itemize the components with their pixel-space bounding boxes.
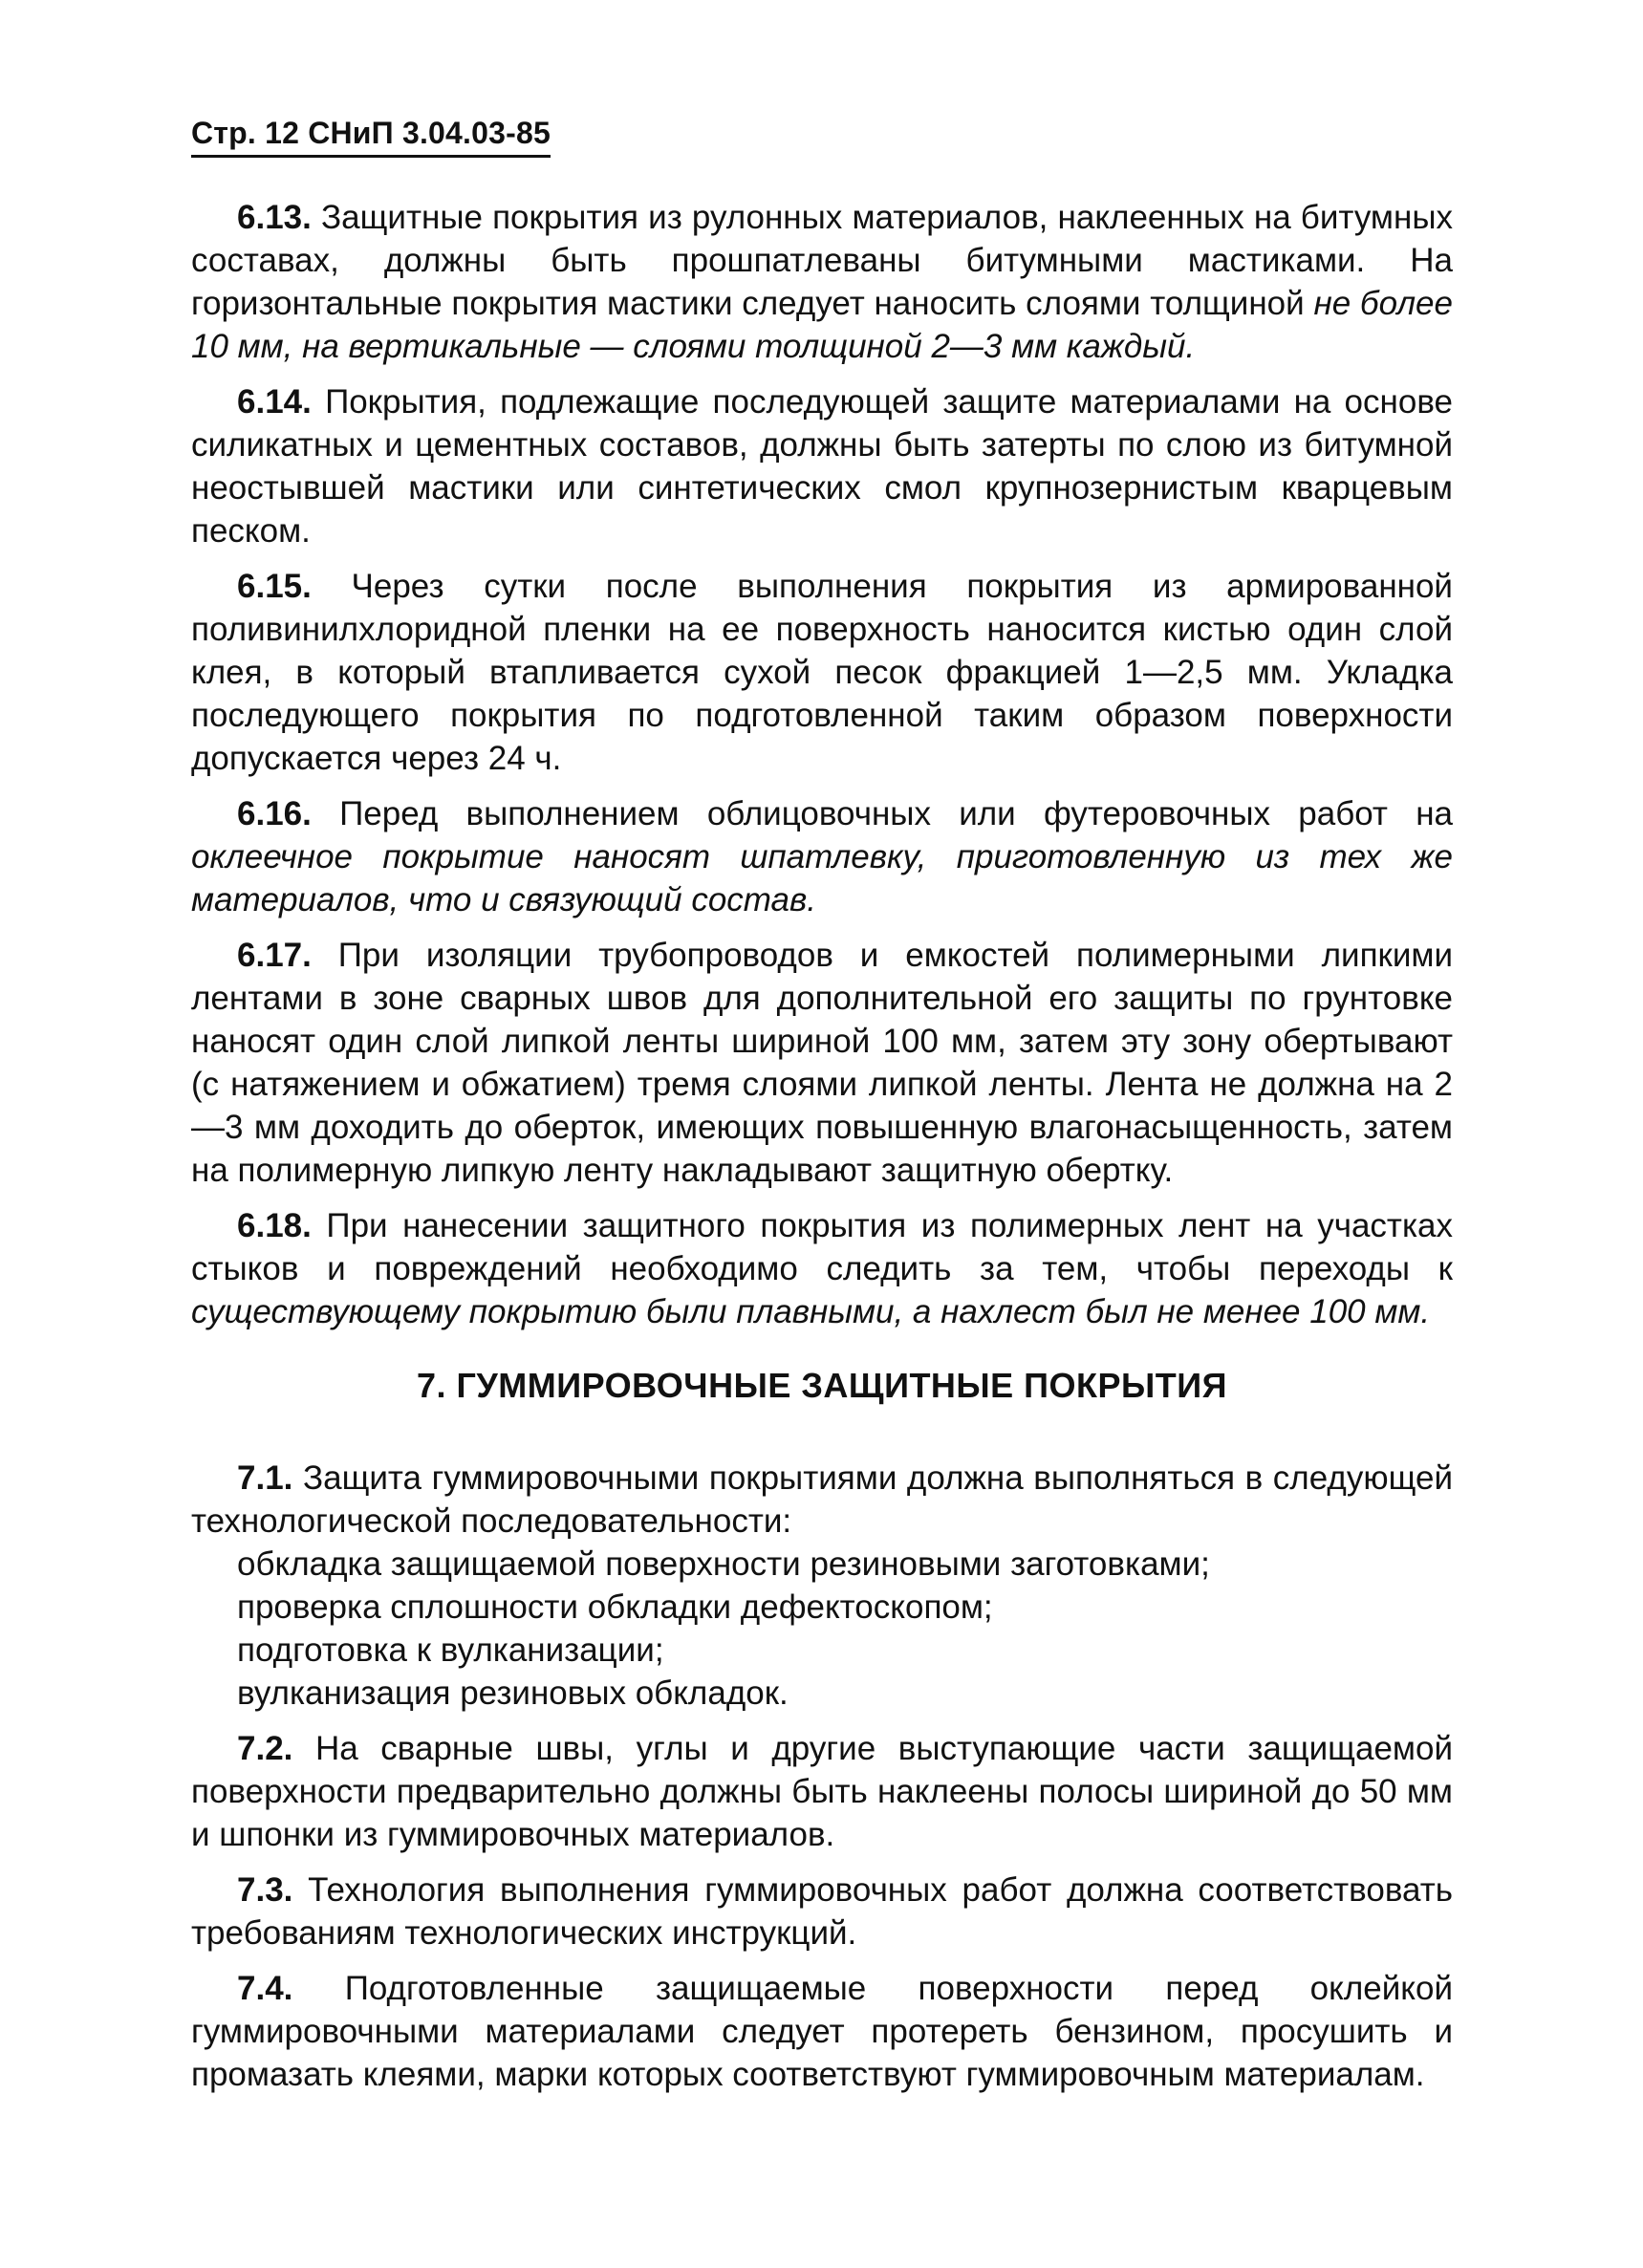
paragraph-number: 7.3. [237,1871,293,1909]
paragraph-6-17 [191,934,1453,1192]
paragraph-6-18 [191,1204,1453,1333]
paragraph-number: 6.15. [237,568,312,605]
paragraph-number: 7.4. [237,1970,293,2007]
paragraph-text: При изоляции трубопроводов и емкостей полимерными липкими лентами в зоне сварных швов для дополнительной его защиты по грунтовке наносят один слой липкой ленты шириной 100 мм, затем эту зону обертывают (с натяжением и обжатием) тремя слоями липкой ленты. Лента не должна на 2—3 мм доходить до оберток, имеющих повышенную влагонасыщенность, затем на полимерную липкую ленту накладывают защитную обертку. [191,937,1453,1189]
page-content [191,196,1453,2108]
paragraph-7-3 [191,1868,1453,1955]
step-list [191,1543,1453,1715]
paragraph-text: При нанесении защитного покрытия из полимерных лент на участках стыков и повреждений необходимо следить за тем, чтобы переходы к [191,1207,1454,1287]
page-header: Стр. 12 СНиП 3.04.03-85 [191,115,551,158]
paragraph-number: 6.16. [237,795,312,832]
paragraph-number: 6.17. [237,937,312,974]
paragraph-6-16 [191,792,1453,921]
paragraph-6-13 [191,196,1453,368]
paragraph-number: 7.2. [237,1730,293,1767]
section-title: 7. ГУММИРОВОЧНЫЕ ЗАЩИТНЫЕ ПОКРЫТИЯ [416,1366,1228,1405]
paragraph-7-4 [191,1967,1453,2096]
paragraph-text: Перед выполнением облицовочных или футеровочных работ на [339,795,1453,832]
paragraph-number: 6.13. [237,199,312,236]
paragraph-text: Подготовленные защищаемые поверхности перед оклейкой гуммировочными материалами следует протереть бензином, просушить и промазать клеями, марки которых соответствуют гуммировочным материалам. [191,1970,1453,2093]
paragraph-number: 6.18. [237,1207,312,1244]
paragraph-italic-text: оклеечное покрытие наносят шпатлевку, приготовленную из тех же материалов, что и связующий состав. [191,838,1453,918]
list-item: вулканизация резиновых обкладок. [237,1674,789,1712]
paragraph-italic-text: не более 10 мм, на вертикальные — слоями толщиной 2—3 мм каждый. [191,285,1453,365]
paragraph-6-15 [191,565,1453,780]
paragraph-text: Защита гуммировочными покрытиями должна выполняться в следующей технологической последовательности: [191,1459,1453,1540]
list-item: проверка сплошности обкладки дефектоскопом; [237,1588,993,1626]
paragraph-7-1 [191,1457,1453,1543]
paragraph-text: На сварные швы, углы и другие выступающие части защищаемой поверхности предварительно должны быть наклеены полосы шириной до 50 мм и шпонки из гуммировочных материалов. [191,1730,1453,1853]
paragraph-7-2 [191,1727,1453,1856]
paragraph-text: Технология выполнения гуммировочных работ должна соответствовать требованиям технологических инструкций. [191,1871,1453,1952]
paragraph-number: 6.14. [237,383,312,421]
paragraph-text: Через сутки после выполнения покрытия из армированной поливинилхлоридной пленки на ее поверхность наносится кистью один слой клея, в который втапливается сухой песок фракцией 1—2,5 мм. Укладка последующего покрытия по подготовленной таким образом поверхности допускается через 24 ч. [191,568,1453,777]
paragraph-text: Покрытия, подлежащие последующей защите материалами на основе силикатных и цементных составов, должны быть затерты по слою из битумной неостывшей мастики или синтетических смол крупнозернистым кварцевым песком. [191,383,1453,550]
list-item: подготовка к вулканизации; [237,1631,664,1669]
paragraph-italic-text: существующему покрытию были плавными, а нахлест был не менее 100 мм. [191,1293,1431,1330]
paragraph-text: Защитные покрытия из рулонных материалов, наклеенных на битумных составах, должны быть прошпатлеваны битумными мастиками. На горизонтальные покрытия мастики следует наносить слоями толщиной [191,199,1453,322]
paragraph-number: 7.1. [237,1459,293,1497]
list-item: обкладка защищаемой поверхности резиновыми заготовками; [237,1545,1210,1583]
paragraph-6-14 [191,380,1453,552]
